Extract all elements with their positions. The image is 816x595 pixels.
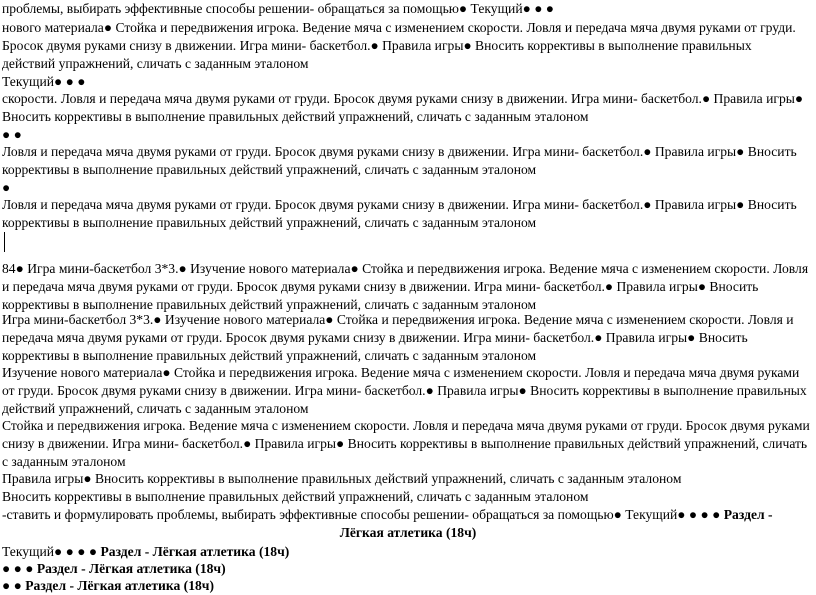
text-line-tekushchiy-2 xyxy=(2,543,289,561)
bullets-line-2: ● xyxy=(2,180,11,195)
paragraph-7: Стойка и передвижения игрока. Ведение мяча с изменением скорости. Ловля и передача мяча двумя руками от груди. Бросок двумя руками снизу в движении. Игра мини- баскетбол.● Правила игры● Вносить коррективы в выполнение правильных действий упражнений, сличать с заданным эталоном xyxy=(2,418,810,470)
section-line-4: ● ● Раздел - Лёгкая атлетика (18ч) xyxy=(2,578,214,593)
text-line-tekushchiy: Текущий● ● ● xyxy=(2,74,86,89)
paragraph-84: 84● Игра мини-баскетбол 3*3.● Изучение нового материала● Стойка и передвижения игрока. Ведение мяча с изменением скорости. Ловля и передача мяча двумя руками от груди. Бросок двумя руками снизу в движении. Игра мини- баскетбол.● Правила игры● Вносить коррективы в выполнение правильных действий упражнений, сличать с заданным эталоном xyxy=(2,261,809,313)
text-cursor xyxy=(4,232,5,252)
paragraph-6: Изучение нового материала● Стойка и передвижения игрока. Ведение мяча с изменением скорости. Ловля и передача мяча двумя руками от груди. Бросок двумя руками снизу в движении. Игра мини- баскетбол.● Правила игры● Вносить коррективы в выполнение правильных действий упражнений, сличать с заданным эталоном xyxy=(2,365,807,417)
text-line-stavit xyxy=(2,506,808,524)
paragraph-3: Ловля и передача мяча двумя руками от груди. Бросок двумя руками снизу в движении. Игра мини- баскетбол.● Правила игры● Вносить коррективы в выполнение правильных действий упражнений, сличать с заданным эталоном xyxy=(2,144,797,178)
section-label-2: Раздел - Лёгкая атлетика (18ч) xyxy=(100,544,290,559)
paragraph-1: нового материала● Стойка и передвижения игрока. Ведение мяча с изменением скорости. Ловля и передача мяча двумя руками от груди. Бросок двумя руками снизу в движении. Игра мини- баскетбол.● Правила игры● Вносить коррективы в выполнение правильных действий упражнений, сличать с заданным эталоном xyxy=(2,20,796,72)
section-label: Раздел - xyxy=(723,507,773,522)
bullets-line-1: ● ● xyxy=(2,127,22,142)
paragraph-4: Ловля и передача мяча двумя руками от груди. Бросок двумя руками снизу в движении. Игра мини- баскетбол.● Правила игры● Вносить коррективы в выполнение правильных действий упражнений, сличать с заданным эталоном xyxy=(2,197,797,231)
text-line-1: проблемы, выбирать эффективные способы решении- обращаться за помощью● Текущий● ● ● xyxy=(2,1,555,16)
stavit-text: -ставить и формулировать проблемы, выбирать эффективные способы решении- обращаться за помощью● Текущий● ● ● ● xyxy=(2,507,724,522)
text-line-vnosit: Вносить коррективы в выполнение правильных действий упражнений, сличать с заданным эталоном xyxy=(2,489,589,504)
tekushchiy-text: Текущий● ● ● ● xyxy=(2,544,101,559)
section-line-3: ● ● ● Раздел - Лёгкая атлетика (18ч) xyxy=(2,561,226,576)
section-heading: Лёгкая атлетика (18ч) xyxy=(339,525,477,540)
paragraph-2: скорости. Ловля и передача мяча двумя руками от груди. Бросок двумя руками снизу в движении. Игра мини- баскетбол.● Правила игры● Вносить коррективы в выполнение правильных действий упражнений, сличать с заданным эталоном xyxy=(2,91,804,125)
text-line-pravila: Правила игры● Вносить коррективы в выполнение правильных действий упражнений, сличать с заданным эталоном xyxy=(2,471,682,486)
paragraph-5: Игра мини-баскетбол 3*3.● Изучение нового материала● Стойка и передвижения игрока. Ведение мяча с изменением скорости. Ловля и передача мяча двумя руками от груди. Бросок двумя руками снизу в движении. Игра мини- баскетбол.● Правила игры● Вносить коррективы в выполнение правильных действий упражнений, сличать с заданным эталоном xyxy=(2,312,794,364)
